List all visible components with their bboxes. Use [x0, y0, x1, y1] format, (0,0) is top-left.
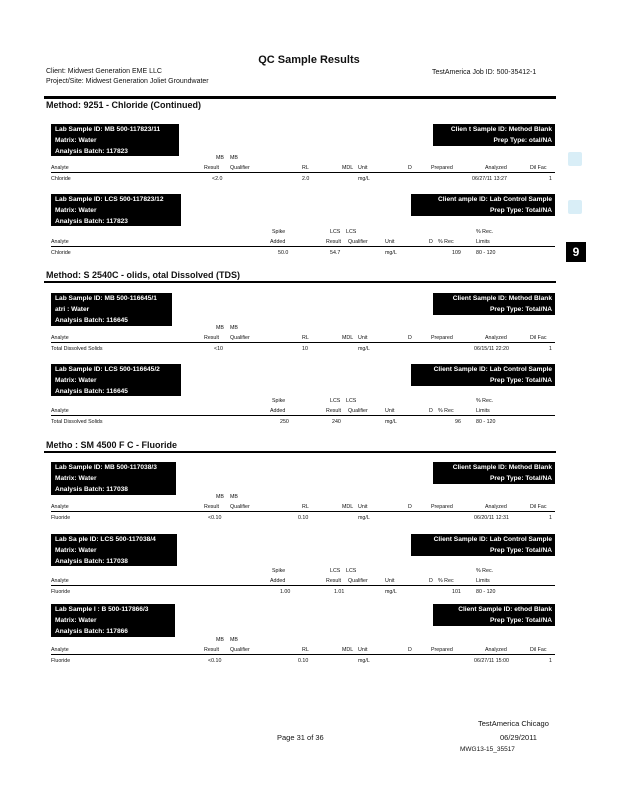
cell-result: <10 [214, 346, 223, 352]
col-header-analyzed: Analyzed [485, 335, 507, 341]
col-group-label: MB [216, 494, 224, 500]
cell-result: 240 [332, 419, 341, 425]
cell-rl: 0.10 [298, 658, 309, 664]
col-header-result: Result [204, 335, 220, 341]
col-header-mdl: MDL [342, 647, 354, 653]
col-group-label: LCS [330, 568, 341, 574]
col-header-analyte: Analyte [51, 165, 69, 171]
table-rule [51, 585, 555, 586]
cell-rec: 109 [452, 250, 461, 256]
cell-result: <0.10 [208, 658, 222, 664]
col-header-dilfac: Dil Fac [530, 504, 547, 510]
col-group-label: LCS [330, 229, 341, 235]
col-header-result: Result [204, 647, 220, 653]
cell-rl: 2.0 [302, 176, 310, 182]
col-header-analyzed: Analyzed [485, 504, 507, 510]
cell-analyte: Total Dissolved Solids [51, 346, 103, 352]
col-header-mdl: MDL [342, 504, 354, 510]
client-sample-box: Clien t Sample ID: Method Blank Prep Type: otal/NA [433, 124, 555, 146]
table-rule [51, 172, 555, 173]
col-header-unit: Unit [358, 335, 368, 341]
cell-analyzed: 06/27/11 13:27 [472, 176, 507, 182]
cell-result: 54.7 [330, 250, 341, 256]
col-header-analyte: Analyte [51, 408, 69, 414]
col-header-added: Added [270, 408, 286, 414]
col-header-qualifier: Qualifier [230, 335, 250, 341]
col-header-qualifier: Qualifier [230, 165, 250, 171]
cell-rl: 10 [302, 346, 308, 352]
cell-analyzed: 06/15/11 22:20 [474, 346, 509, 352]
header-rule [44, 96, 556, 99]
method-title: Method: 9251 - Chloride (Continued) [46, 100, 201, 110]
col-group-label: % Rec. [476, 229, 494, 235]
col-header-unit: Unit [385, 408, 395, 414]
col-header-analyte: Analyte [51, 335, 69, 341]
footer-date: 06/29/2011 [500, 733, 537, 742]
section-tab: 9 [566, 242, 586, 262]
cell-analyte: Fluoride [51, 515, 71, 521]
cell-analyte: Total Dissolved Solids [51, 419, 103, 425]
col-header-limits: Limits [476, 239, 490, 245]
col-header-result: Result [326, 578, 342, 584]
cell-rec: 101 [452, 589, 461, 595]
col-header-qualifier: Qualifier [348, 408, 368, 414]
col-header-unit: Unit [385, 578, 395, 584]
col-header-rl: RL [302, 335, 309, 341]
col-group-label: LCS [346, 568, 357, 574]
page-number: Page 31 of 36 [277, 733, 324, 742]
footer-company: TestAmerica Chicago [478, 719, 549, 728]
cell-analyzed: 06/20/11 12:31 [474, 515, 509, 521]
col-header-mdl: MDL [342, 335, 354, 341]
lab-sample-box: Lab Sample ID: LCS 500-116645/2 Matrix: Water Analysis Batch: 116645 [51, 364, 181, 396]
client-name: Client: Midwest Generation EME LLC [46, 68, 162, 75]
footer-doc-id: MWG13-15_35517 [460, 746, 515, 753]
cell-unit: mg/L [385, 589, 397, 595]
col-header-added: Added [270, 239, 286, 245]
lab-sample-box: Lab Sample ID: MB 500-117823/11 Matrix: Water Analysis Batch: 117823 [51, 124, 179, 156]
cell-limits: 80 - 120 [476, 250, 496, 256]
cell-analyte: Chloride [51, 176, 71, 182]
page-title: QC Sample Results [258, 54, 360, 66]
cell-limits: 80 - 120 [476, 589, 496, 595]
col-group-label: MB [230, 325, 238, 331]
method-title: Metho : SM 4500 F C - Fluoride [46, 440, 178, 450]
cell-unit: mg/L [358, 658, 370, 664]
cell-analyte: Fluoride [51, 658, 71, 664]
col-header-rl: RL [302, 504, 309, 510]
col-group-label: LCS [346, 229, 357, 235]
col-group-label: % Rec. [476, 398, 494, 404]
cell-unit: mg/L [358, 346, 370, 352]
col-header-unit: Unit [358, 647, 368, 653]
col-header-limits: Limits [476, 408, 490, 414]
table-rule [51, 342, 555, 343]
client-sample-box: Client Sample ID: Lab Control Sample Prep Type: Total/NA [411, 534, 555, 556]
col-header-rl: RL [302, 647, 309, 653]
col-group-label: MB [230, 637, 238, 643]
cell-result: <2.0 [212, 176, 223, 182]
client-sample-box: Client Sample ID: Method Blank Prep Type: Total/NA [433, 462, 555, 484]
col-header-unit: Unit [358, 504, 368, 510]
cell-rec: 96 [455, 419, 461, 425]
cell-dilfac: 1 [549, 346, 552, 352]
cell-unit: mg/L [385, 250, 397, 256]
col-group-label: MB [230, 494, 238, 500]
col-group-label: MB [216, 155, 224, 161]
method-title: Method: S 2540C - olids, otal Dissolved (TDS) [46, 270, 241, 280]
tab-ghost-mark [568, 200, 582, 214]
cell-dilfac: 1 [549, 515, 552, 521]
table-rule [51, 654, 555, 655]
col-header-analyte: Analyte [51, 239, 69, 245]
col-group-label: MB [230, 155, 238, 161]
col-header-rec: % Rec [438, 408, 454, 414]
col-header-d: D [408, 165, 412, 171]
col-header-result: Result [204, 504, 220, 510]
col-header-analyte: Analyte [51, 647, 69, 653]
col-header-prepared: Prepared [431, 647, 453, 653]
col-group-label: MB [216, 325, 224, 331]
col-header-rec: % Rec [438, 239, 454, 245]
col-group-label: Spike [272, 568, 286, 574]
col-group-label: % Rec. [476, 568, 494, 574]
lab-sample-box: Lab Sa ple ID: LCS 500-117038/4 Matrix: Water Analysis Batch: 117038 [51, 534, 177, 566]
col-header-d: D [408, 335, 412, 341]
col-header-unit: Unit [385, 239, 395, 245]
tab-ghost-mark [568, 152, 582, 166]
col-header-result: Result [204, 165, 220, 171]
col-header-result: Result [326, 408, 342, 414]
client-sample-box: Client Sample ID: Lab Control Sample Prep Type: Total/NA [411, 364, 555, 386]
col-header-qualifier: Qualifier [230, 647, 250, 653]
cell-dilfac: 1 [549, 658, 552, 664]
client-sample-box: Client Sample ID: ethod Blank Prep Type: Total/NA [433, 604, 555, 626]
lab-sample-box: Lab Sample I : B 500-117866/3 Matrix: Water Analysis Batch: 117866 [51, 604, 175, 637]
project-site: Project/Site: Midwest Generation Joliet Groundwater [46, 78, 209, 85]
cell-unit: mg/L [385, 419, 397, 425]
job-id: TestAmerica Job ID: 500-35412-1 [432, 69, 537, 76]
col-header-dilfac: Dil Fac [530, 335, 547, 341]
col-header-added: Added [270, 578, 286, 584]
col-header-prepared: Prepared [431, 335, 453, 341]
col-header-qualifier: Qualifier [348, 239, 368, 245]
col-header-analyzed: Analyzed [485, 165, 507, 171]
col-header-prepared: Prepared [431, 504, 453, 510]
col-header-mdl: MDL [342, 165, 354, 171]
cell-unit: mg/L [358, 515, 370, 521]
col-group-label: MB [216, 637, 224, 643]
client-sample-box: Client ample ID: Lab Control Sample Prep Type: Total/NA [411, 194, 555, 216]
lab-sample-box: Lab Sample ID: MB 500-117038/3 Matrix: Water Analysis Batch: 117038 [51, 462, 176, 495]
cell-added: 50.0 [278, 250, 289, 256]
cell-analyzed: 06/27/11 15:00 [474, 658, 509, 664]
cell-result: <0.10 [208, 515, 222, 521]
method-rule [44, 281, 556, 283]
cell-result: 1.01 [334, 589, 345, 595]
col-group-label: Spike [272, 398, 286, 404]
col-header-unit: Unit [358, 165, 368, 171]
cell-rl: 0.10 [298, 515, 309, 521]
col-header-prepared: Prepared [431, 165, 453, 171]
cell-added: 250 [280, 419, 289, 425]
col-header-d: D [408, 647, 412, 653]
cell-unit: mg/L [358, 176, 370, 182]
col-header-qualifier: Qualifier [348, 578, 368, 584]
cell-dilfac: 1 [549, 176, 552, 182]
cell-limits: 80 - 120 [476, 419, 496, 425]
lab-sample-box: Lab Sample ID: MB 500-116645/1 atri : Water Analysis Batch: 116645 [51, 293, 172, 326]
table-rule [51, 246, 555, 247]
col-header-qualifier: Qualifier [230, 504, 250, 510]
col-header-d: D [429, 578, 433, 584]
col-header-dilfac: Dil Fac [530, 165, 547, 171]
col-header-rl: RL [302, 165, 309, 171]
col-header-d: D [408, 504, 412, 510]
method-rule [44, 451, 556, 453]
lab-sample-box: Lab Sample ID: LCS 500-117823/12 Matrix: Water Analysis Batch: 117823 [51, 194, 181, 226]
table-rule [51, 415, 555, 416]
col-group-label: LCS [330, 398, 341, 404]
col-header-dilfac: Dil Fac [530, 647, 547, 653]
col-group-label: LCS [346, 398, 357, 404]
table-rule [51, 511, 555, 512]
col-header-analyzed: Analyzed [485, 647, 507, 653]
cell-analyte: Fluoride [51, 589, 71, 595]
col-header-analyte: Analyte [51, 504, 69, 510]
col-group-label: Spike [272, 229, 286, 235]
col-header-d: D [429, 408, 433, 414]
col-header-analyte: Analyte [51, 578, 69, 584]
col-header-result: Result [326, 239, 342, 245]
client-sample-box: Client Sample ID: Method Blank Prep Type: Total/NA [433, 293, 555, 315]
cell-added: 1.00 [280, 589, 291, 595]
cell-analyte: Chloride [51, 250, 71, 256]
col-header-limits: Limits [476, 578, 490, 584]
col-header-rec: % Rec [438, 578, 454, 584]
col-header-d: D [429, 239, 433, 245]
